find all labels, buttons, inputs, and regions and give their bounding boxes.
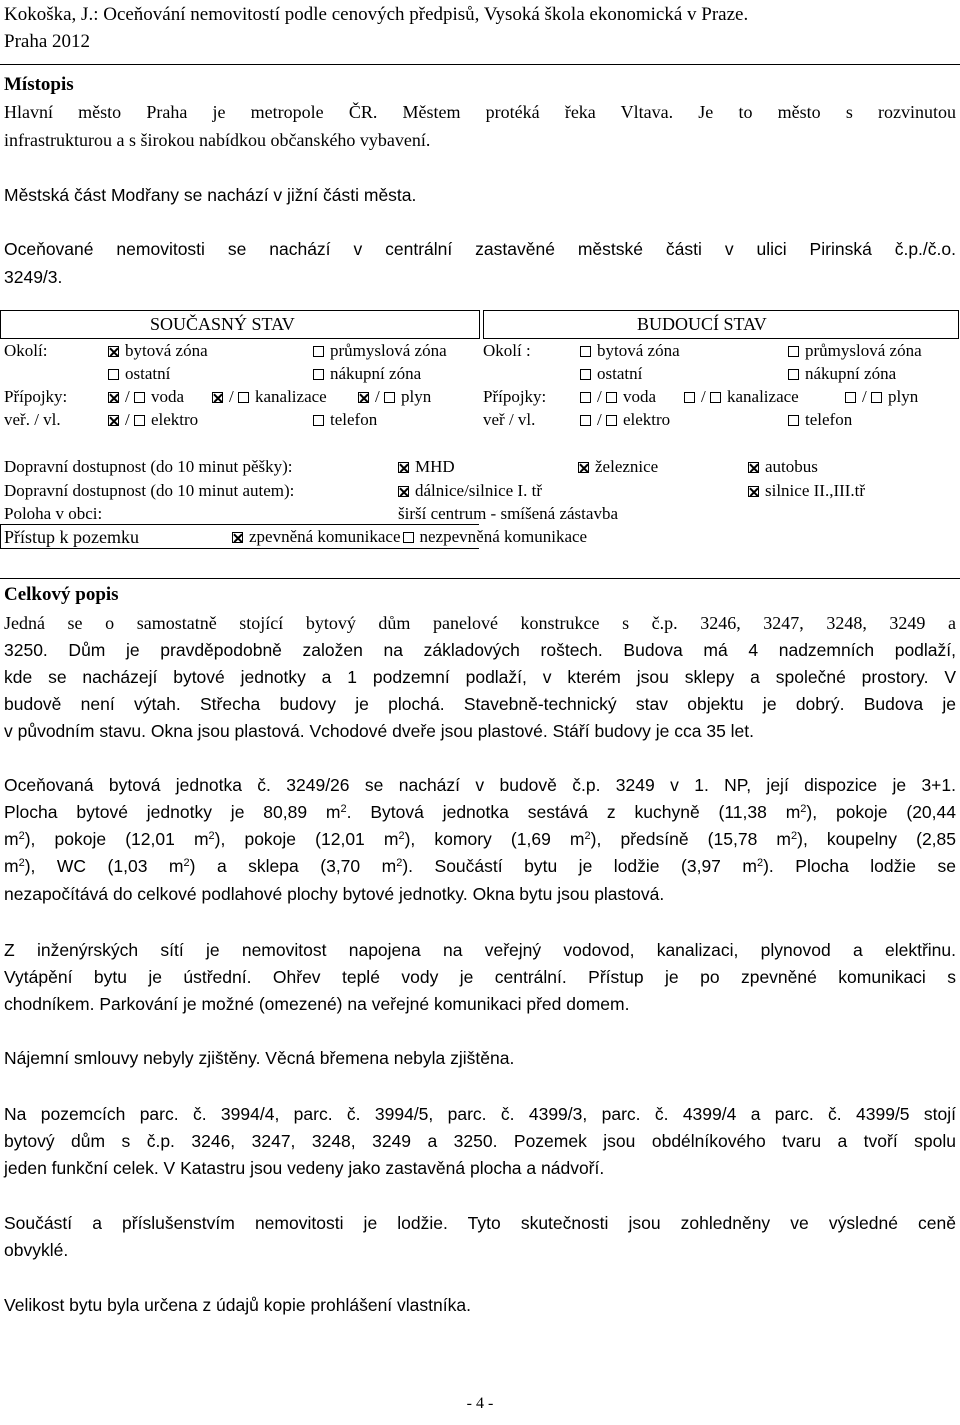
zpevnena-option [232,527,587,547]
slash: / [125,410,130,429]
mistopis-heading: Místopis [4,74,74,95]
popis-line [4,802,956,823]
checkbox-empty-icon [238,392,249,403]
current-bytova-label: bytová zóna [125,341,208,360]
popis-line [4,829,956,850]
superscript: 2 [340,803,347,815]
popis-heading: Celkový popis [4,584,119,605]
zpevnena-label: zpevněná komunikace [249,527,401,546]
autem-label: Dopravní dostupnost (do 10 minut autem): [4,481,295,500]
checkbox-empty-icon [684,392,695,403]
autobus-option [748,457,818,477]
checkbox-empty-icon [313,369,324,380]
future-bytova-label: bytová zóna [597,341,680,360]
section-divider [0,578,960,579]
future-elektro [580,410,670,430]
popis-line: nezapočítává do celkové podlahové plochy bytové jednotky. Okna bytu jsou plastová. [4,884,665,904]
checkbox-empty-icon [788,415,799,426]
checkbox-empty-icon [871,392,882,403]
current-voda [108,387,184,407]
checkbox-empty-icon [580,415,591,426]
slash: / [597,387,602,406]
kanalizace-label: kanalizace [254,387,327,406]
dalnice-label: dálnice/silnice I. tř [415,481,542,500]
future-telefon [788,410,852,430]
checkbox-empty-icon [606,392,617,403]
silnice-label: silnice II.,III.tř [765,481,866,500]
checkbox-checked-icon [398,486,409,497]
telefon-label: telefon [805,410,853,429]
future-plyn [845,387,918,407]
checkbox-checked-icon [748,486,759,497]
popis-line: 3250. Dům je pravděpodobně založen na základových roštech. Budova má 4 nadzemních podlaží, [4,640,956,660]
mistopis-text-line: Oceňované nemovitosti se nachází v centrální zastavěné městské části v ulici Pirinská č.p./č.o. [4,239,956,259]
popis-line: Vytápění bytu je ústřední. Ohřev teplé vody je centrální. Přístup je po zpevněné komunikaci s [4,967,956,987]
checkbox-empty-icon [580,392,591,403]
text-segment: Plocha bytové jednotky je 80,89 m [4,802,341,822]
text-segment: . Bytová jednotka sestává z kuchyně (11,38 m [346,802,801,822]
superscript: 2 [800,803,807,815]
zeleznice-option [578,457,658,477]
current-kanalizace [212,387,327,407]
checkbox-empty-icon [788,346,799,357]
silnice-option [748,481,865,501]
popis-line: Z inženýrských sítí je nemovitost napojena na veřejný vodovod, kanalizaci, plynovod a elektřinu. [4,940,956,960]
popis-line: Velikost bytu byla určena z údajů kopie prohlášení vlastníka. [4,1295,471,1315]
checkbox-checked-icon [232,532,243,543]
superscript: 2 [756,857,764,869]
slash: / [229,387,234,406]
current-prumyslova-label: průmyslová zóna [330,341,447,360]
plyn-label: plyn [400,387,432,406]
future-prumyslova-label: průmyslová zóna [805,341,922,360]
checkbox-empty-icon [580,346,591,357]
popis-line: budově není výtah. Střecha budovy je plochá. Stavebně-technický stav objektu je dobrý. Budova je [4,694,956,714]
future-bytova [580,341,680,361]
text-segment: ), předsíně (15,78 m [590,829,791,849]
mhd-label: MHD [415,457,455,476]
slash: / [125,387,130,406]
checkbox-checked-icon [578,462,589,473]
text-segment: ). Plocha lodžie se [763,856,956,876]
mistopis-text-line: Městská část Modřany se nachází v jižní části města. [4,185,417,205]
future-kanalizace [684,387,799,407]
elektro-label: elektro [622,410,671,429]
future-prumyslova [788,341,922,361]
future-ostatni [580,364,642,384]
citation-line-2: Praha 2012 [4,31,91,52]
kanalizace-label: kanalizace [726,387,799,406]
citation-line-1: Kokoška, J.: Oceňování nemovitostí podle cenových předpisů, Vysoká škola ekonomická v Praze. [4,4,749,25]
current-nakupni [313,364,421,384]
checkbox-empty-icon [134,415,145,426]
current-plyn [358,387,431,407]
checkbox-empty-icon [108,369,119,380]
future-ostatni-label: ostatní [597,364,643,383]
superscript: 2 [791,830,798,842]
checkbox-empty-icon [845,392,856,403]
popis-line: v původním stavu. Okna jsou plastová. Vchodové dveře jsou plastové. Stáří budovy je cca 35 let. [4,721,755,741]
plyn-label: plyn [887,387,919,406]
ver-label: veř. / vl. [4,410,61,429]
checkbox-empty-icon [313,346,324,357]
elektro-label: elektro [150,410,199,429]
popis-line: jeden funkční celek. V Katastru jsou vedeny jako zastavěná plocha a nádvoří. [4,1158,605,1178]
text-segment: ), komory (1,69 m [404,829,585,849]
superscript: 2 [183,857,190,869]
current-prumyslova [313,341,447,361]
ver-label-future: veř / vl. [483,410,536,429]
popis-line [4,856,956,877]
okoli-label-future: Okolí : [483,341,531,360]
checkbox-checked-icon [108,415,119,426]
superscript: 2 [18,857,25,869]
pristup-label: Přístup k pozemku [4,527,139,547]
voda-label: voda [150,387,185,406]
checkbox-checked-icon [108,346,119,357]
popis-line: Jedná se o samostatně stojící bytový dům panelové konstrukce s č.p. 3246, 3247, 3248, 3249 a [4,613,956,633]
mistopis-text-line: 3249/3. [4,267,63,287]
telefon-label: telefon [330,410,378,429]
popis-line: chodníkem. Parkování je možné (omezené) na veřejné komunikaci před domem. [4,994,630,1014]
superscript: 2 [584,830,591,842]
superscript: 2 [208,830,215,842]
poloha-value: širší centrum - smíšená zástavba [398,504,618,523]
mistopis-text-line: Hlavní město Praha je metropole ČR. Městem protéká řeka Vltava. Je to město s rozvinutou [4,102,956,122]
current-telefon [313,410,377,430]
dalnice-option [398,481,542,501]
superscript: 2 [398,830,405,842]
popis-line: Oceňovaná bytová jednotka č. 3249/26 se nachází v budově č.p. 3249 v 1. NP, její dispozice je 3+1. [4,775,956,795]
text-segment: ). Součástí bytu je lodžie (3,97 m [402,856,757,876]
future-state-title: BUDOUCÍ STAV [637,314,767,334]
voda-label: voda [622,387,657,406]
checkbox-checked-icon [398,462,409,473]
text-segment: m [4,856,19,876]
checkbox-checked-icon [108,392,119,403]
checkbox-empty-icon [384,392,395,403]
popis-line: bytový dům s č.p. 3246, 3247, 3248, 3249 a 3250. Pozemek jsou obdélníkového tvaru a tvoří spolu [4,1131,956,1151]
checkbox-checked-icon [748,462,759,473]
zeleznice-label: železnice [595,457,659,476]
checkbox-empty-icon [788,369,799,380]
slash: / [862,387,867,406]
checkbox-empty-icon [580,369,591,380]
checkbox-checked-icon [358,392,369,403]
okoli-label: Okolí: [4,341,48,360]
current-bytova [108,341,208,361]
mistopis-text-line: infrastrukturou a s širokou nabídkou občanského vybavení. [4,130,431,150]
pripojky-label: Přípojky: [4,387,68,406]
mhd-option [398,457,455,477]
text-segment: m [4,829,19,849]
future-nakupni [788,364,896,384]
text-segment: ), koupelny (2,85 [797,829,956,849]
text-segment: ), WC (1,03 m [24,856,184,876]
current-nakupni-label: nákupní zóna [330,364,422,383]
nezpevnena-label: nezpevněná komunikace [419,527,588,546]
slash: / [701,387,706,406]
superscript: 2 [18,830,25,842]
checkbox-empty-icon [313,415,324,426]
checkbox-checked-icon [212,392,223,403]
current-ostatni [108,364,170,384]
table-line [483,338,959,339]
checkbox-empty-icon [403,532,414,543]
future-nakupni-label: nákupní zóna [805,364,897,383]
text-segment: ), pokoje (20,44 [806,802,956,822]
slash: / [375,387,380,406]
checkbox-empty-icon [710,392,721,403]
page-number: - 4 - [466,1395,494,1412]
current-state-title: SOUČASNÝ STAV [150,314,295,334]
pripojky-label-future: Přípojky: [483,387,547,406]
popis-line: Na pozemcích parc. č. 3994/4, parc. č. 3994/5, parc. č. 4399/3, parc. č. 4399/4 a parc. č. 4399/5 stojí [4,1104,956,1124]
autobus-label: autobus [765,457,818,476]
poloha-label: Poloha v obci: [4,504,103,523]
current-ostatni-label: ostatní [125,364,171,383]
popis-line: Nájemní smlouvy nebyly zjištěny. Věcná břemena nebyla zjištěna. [4,1048,515,1068]
popis-line: Součástí a příslušenstvím nemovitosti je lodžie. Tyto skutečnosti jsou zohledněny ve výsledné ceně [4,1213,956,1233]
slash: / [597,410,602,429]
current-elektro [108,410,198,430]
pesky-label: Dopravní dostupnost (do 10 minut pěšky): [4,457,293,476]
popis-line: obvyklé. [4,1240,69,1260]
checkbox-empty-icon [606,415,617,426]
text-segment: ), pokoje (12,01 m [214,829,399,849]
section-divider [0,64,960,65]
popis-line: kde se nacházejí bytové jednotky a 1 podzemní podlaží, v kterém jsou sklepy a společné prostory. V [4,667,956,687]
checkbox-empty-icon [134,392,145,403]
table-line [0,338,480,339]
text-segment: ) a sklepa (3,70 m [189,856,397,876]
text-segment: ), pokoje (12,01 m [24,829,209,849]
superscript: 2 [396,857,403,869]
future-voda [580,387,656,407]
